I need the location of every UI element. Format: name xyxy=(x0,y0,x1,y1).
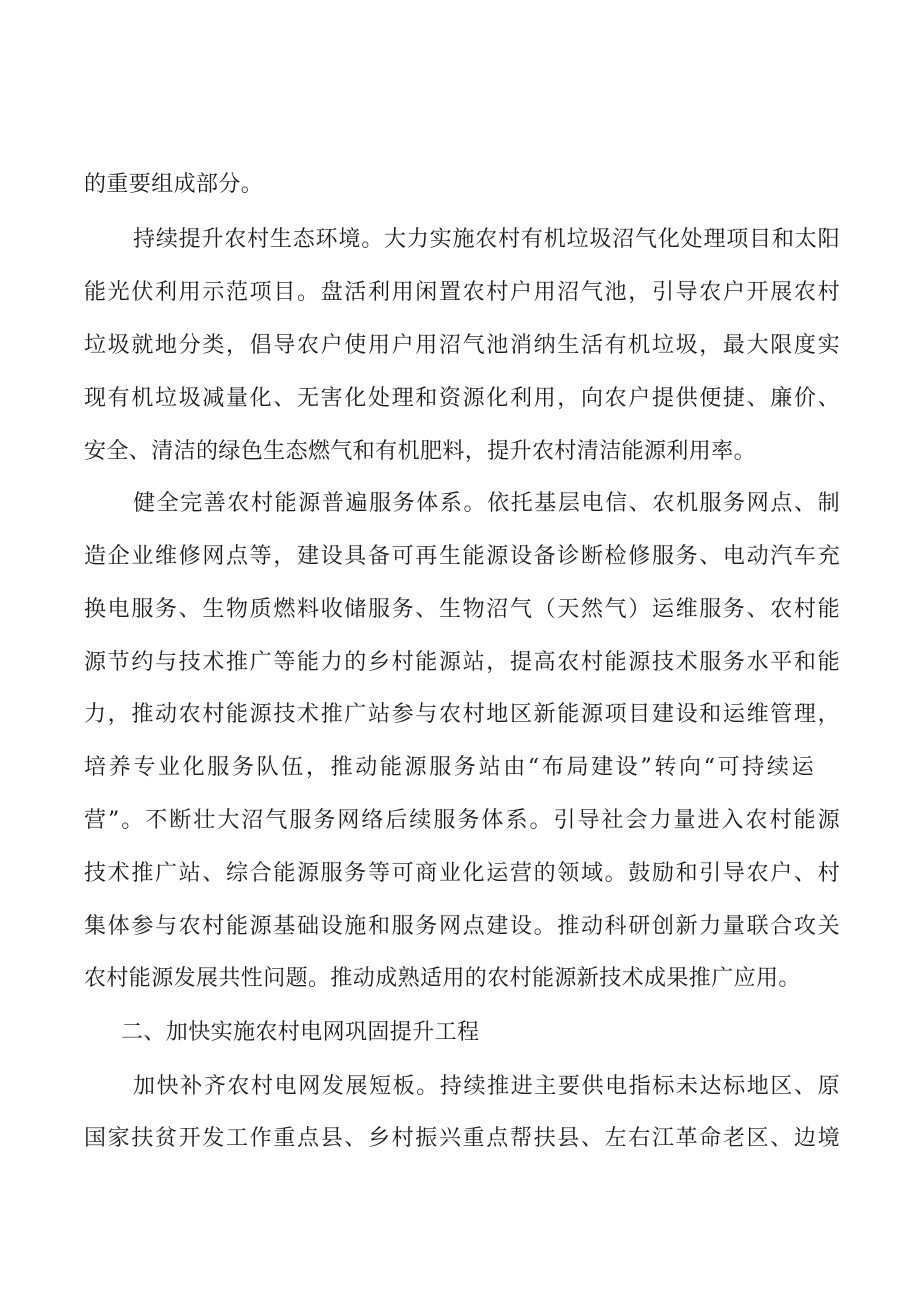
paragraph-line: 造企业维修网点等，建设具备可再生能源设备诊断检修服务、电动汽车充 xyxy=(84,544,840,569)
paragraph-line: 的重要组成部分。 xyxy=(84,172,264,197)
paragraph-line: 源节约与技术推广等能力的乡村能源站，提高农村能源技术服务水平和能 xyxy=(84,650,840,675)
paragraph-line: 垃圾就地分类，倡导农户使用户用沼气池消纳生活有机垃圾，最大限度实 xyxy=(84,333,840,358)
paragraph-line: 现有机垃圾减量化、无害化处理和资源化利用，向农户提供便捷、廉价、 xyxy=(84,386,840,411)
paragraph-line: 安全、清洁的绿色生态燃气和有机肥料，提升农村清洁能源利用率。 xyxy=(84,439,757,464)
paragraph-line: 技术推广站、综合能源服务等可商业化运营的领域。鼓励和引导农户、村 xyxy=(84,861,840,886)
paragraph-line: 力，推动农村能源技术推广站参与农村地区新能源项目建设和运维管理， xyxy=(84,702,840,727)
paragraph-line: 能光伏利用示范项目。盘活利用闲置农村户用沼气池，引导农户开展农村 xyxy=(84,280,840,305)
paragraph-line: 农村能源发展共性问题。推动成熟适用的农村能源新技术成果推广应用。 xyxy=(84,966,801,991)
paragraph-line: 营”。不断壮大沼气服务网络后续服务体系。引导社会力量进入农村能源 xyxy=(84,808,840,833)
paragraph-line: 健全完善农村能源普遍服务体系。依托基层电信、农机服务网点、制 xyxy=(133,491,840,516)
paragraph-line: 换电服务、生物质燃料收储服务、生物沼气（天然气）运维服务、农村能 xyxy=(84,597,840,622)
section-heading: 二、加快实施农村电网巩固提升工程 xyxy=(121,1020,480,1045)
paragraph-line: 国家扶贫开发工作重点县、乡村振兴重点帮扶县、左右江革命老区、边境 xyxy=(84,1126,840,1151)
paragraph-line: 培养专业化服务队伍，推动能源服务站由“布局建设”转向“可持续运 xyxy=(84,755,814,780)
paragraph-line: 加快补齐农村电网发展短板。持续推进主要供电指标未达标地区、原 xyxy=(133,1074,840,1099)
paragraph-line: 持续提升农村生态环境。大力实施农村有机垃圾沼气化处理项目和太阳 xyxy=(133,227,840,252)
paragraph-line: 集体参与农村能源基础设施和服务网点建设。推动科研创新力量联合攻关 xyxy=(84,914,840,939)
